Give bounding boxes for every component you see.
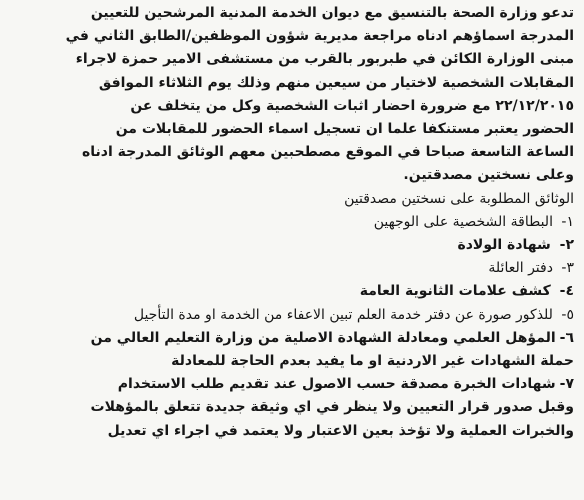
intro-line: الحضور يعتبر مستنكفا علما ان تسجيل اسماء الحضور للمقابلات من [115, 121, 574, 138]
document-number: ٢- [559, 237, 574, 254]
document-number: ٤- [559, 283, 574, 300]
document-text-line: والخبرات العملية ولا تؤخذ بعين الاعتبار ولا يعتمد في اجراء اي تعديل [107, 422, 574, 439]
document-text: للذكور صورة عن دفتر خدمة العلم تبين الاعفاء من الخدمة او مدة التأجيل [133, 306, 553, 323]
intro-line: الساعة التاسعة صباحا في الموقع مصطحبين معهم الوثائق المدرجة ادناه [82, 144, 574, 161]
document-text: كشف علامات الثانوية العامة [359, 283, 551, 300]
intro-line: مبنى الوزارة الكائن في طبربور بالقرب من مستشفى الامير حمزة لاجراء [75, 51, 574, 68]
documents-list [8, 211, 574, 443]
document-item [8, 280, 574, 303]
intro-line: وعلى نسختين مصدقتين. [403, 167, 574, 184]
document-number: ٦- [559, 329, 574, 346]
document-item [8, 211, 574, 234]
document-item [8, 257, 574, 280]
document-number: ٧- [559, 376, 574, 393]
document-text-line [8, 373, 574, 396]
intro-line: تدعو وزارة الصحة بالتنسيق مع ديوان الخدمة المدنية المرشحين للتعيين [90, 5, 574, 21]
document-number: ١- [561, 213, 574, 230]
document-item [8, 327, 574, 373]
intro-line: المدرجة اسماؤهم ادناه مراجعة مديرية شؤون الموظفين/الطابق الثاني في [65, 28, 574, 45]
intro-line: ٢٢/١٢/٢٠١٥ مع ضرورة احضار اثبات الشخصية وكل من يتخلف عن [130, 97, 574, 114]
document-text: شهادات الخبرة مصدقة حسب الاصول عند تقديم طلب الاستخدام [117, 376, 556, 393]
document-text: دفتر العائلة [488, 260, 553, 277]
intro-line: المقابلات الشخصية لاختيار من سيعين منهم وذلك يوم الثلاثاء الموافق [98, 74, 574, 91]
document-text: المؤهل العلمي ومعادلة الشهادة الاصلية من وزارة التعليم العالي من [90, 329, 556, 346]
document-item [8, 304, 574, 327]
document-text: البطاقة الشخصية على الوجهين [373, 213, 553, 230]
documents-heading: الوثائق المطلوبة على نسختين مصدقتين [344, 190, 574, 207]
document-text: شهادة الولادة [457, 237, 551, 254]
document-number: ٣- [561, 260, 574, 277]
document-text-line: وقبل صدور قرار التعيين ولا ينظر في اي وثيقة جديدة تتعلق بالمؤهلات [90, 399, 574, 416]
document-text-line [8, 327, 574, 350]
document-number: ٥- [561, 306, 574, 323]
document-text-line: حملة الشهادات غير الاردنية او ما يفيد بعدم الحاجة للمعادلة [171, 353, 574, 370]
document-item [8, 234, 574, 257]
intro-paragraph [8, 2, 574, 188]
document-item [8, 373, 574, 443]
